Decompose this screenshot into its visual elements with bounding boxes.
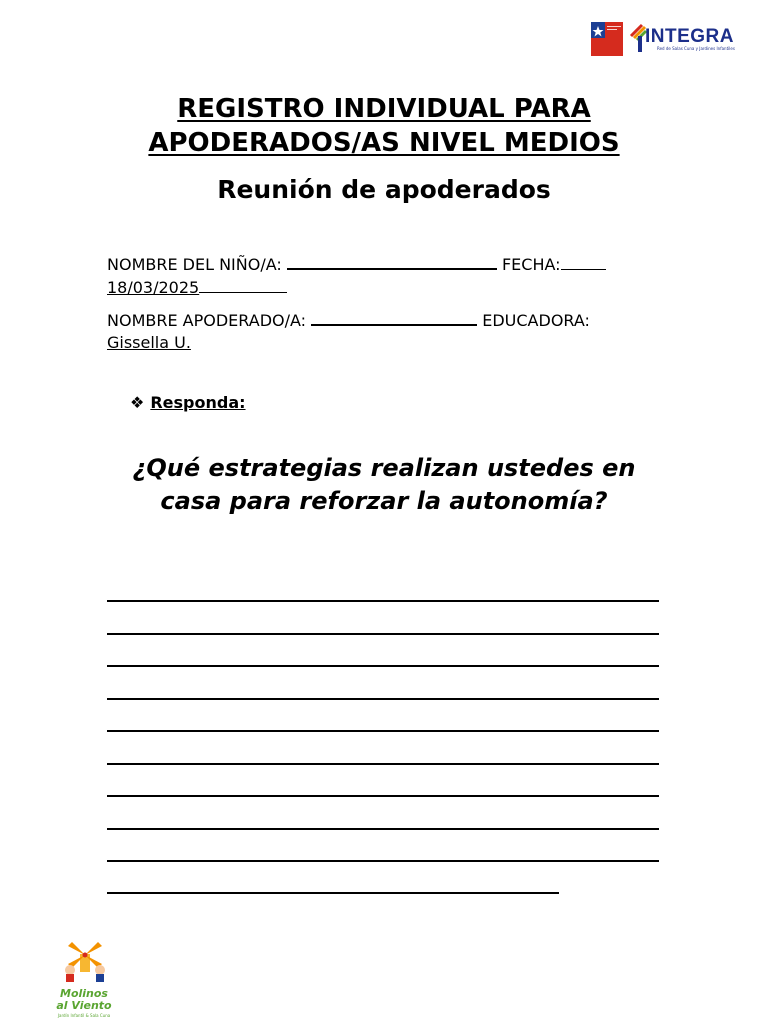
child-date-fields (107, 252, 647, 299)
instruction-label: Responda: (150, 393, 246, 412)
title-line-1: REGISTRO INDIVIDUAL PARA (177, 94, 591, 124)
molinos-al-viento-logo (48, 940, 120, 1020)
answer-line[interactable] (107, 828, 659, 830)
date-label: FECHA: (501, 255, 561, 274)
school-logo-tagline: Jardín Infantil & Sala Cuna (57, 1013, 111, 1018)
educator-value: Gissella U. (107, 333, 191, 352)
question (0, 452, 768, 518)
school-logo-line-2: al Viento (56, 999, 112, 1012)
integra-tagline: Red de Salas Cuna y Jardines Infantiles (657, 46, 735, 51)
child-name-blank[interactable] (287, 252, 497, 270)
answer-line[interactable] (107, 698, 659, 700)
guardian-name-label: NOMBRE APODERADO/A: (107, 311, 307, 330)
answer-line[interactable] (107, 795, 659, 797)
answer-line[interactable] (107, 730, 659, 732)
integra-logo-text: INTEGRA (645, 26, 734, 47)
child-name-label: NOMBRE DEL NIÑO/A: (107, 255, 282, 274)
answer-line[interactable] (107, 763, 659, 765)
date-value: 18/03/2025 (107, 278, 200, 297)
date-blank-pre (561, 253, 606, 270)
answer-line[interactable] (107, 633, 659, 635)
answer-line[interactable] (107, 665, 659, 667)
educator-label: EDUCADORA: (482, 311, 590, 330)
date-blank-post (199, 276, 287, 293)
gobierno-de-chile-logo (591, 22, 623, 56)
bullet-diamond-icon: ❖ (130, 393, 145, 412)
answer-line[interactable] (107, 892, 559, 894)
school-logo-line-1: Molinos (60, 987, 108, 1000)
question-line-2: casa para reforzar la autonomía? (160, 487, 608, 515)
windmill-icon (65, 942, 105, 982)
instruction (130, 392, 246, 414)
answer-line[interactable] (107, 600, 659, 602)
document-subtitle: Reunión de apoderados (217, 175, 551, 204)
guardian-name-blank[interactable] (311, 308, 477, 326)
title-line-2: APODERADOS/AS NIVEL MEDIOS (148, 128, 620, 158)
document-title (0, 92, 768, 160)
guardian-educator-fields (107, 308, 647, 354)
question-line-1: ¿Qué estrategias realizan ustedes en (132, 454, 636, 482)
answer-line[interactable] (107, 860, 659, 862)
